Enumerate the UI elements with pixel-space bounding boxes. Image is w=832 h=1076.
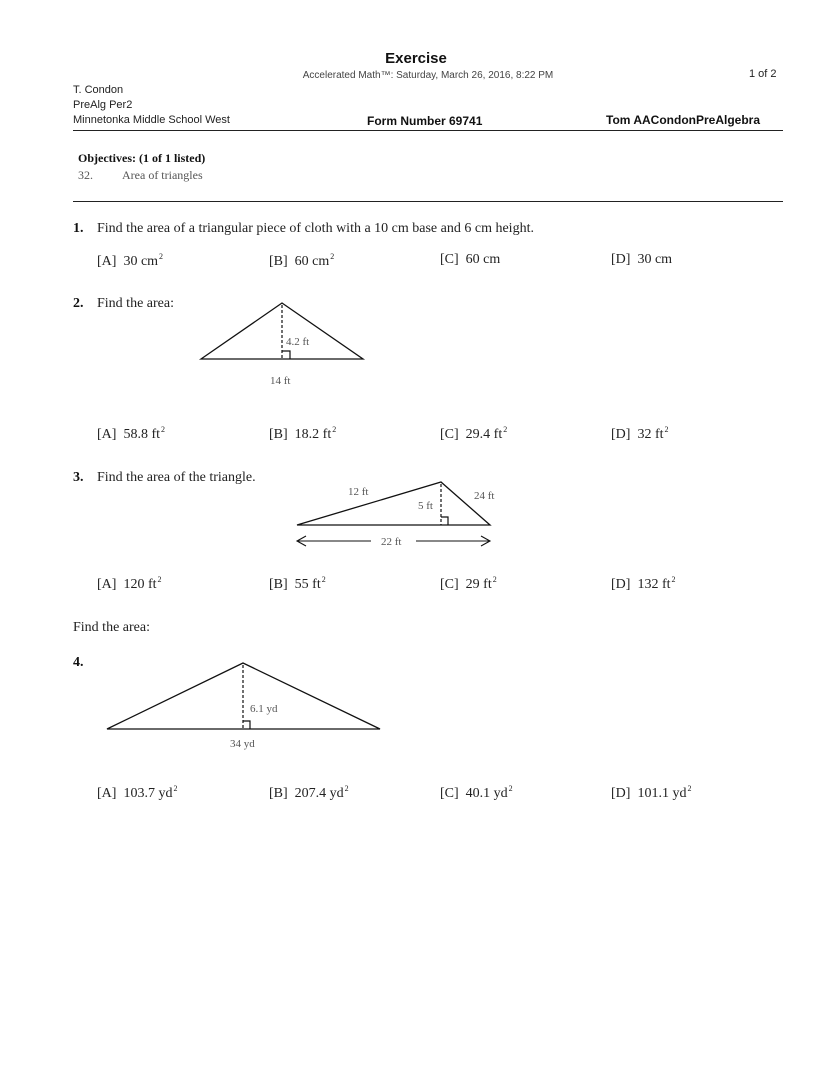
q2-choice-d[interactable]: [D] 32 $ft^2$ [611,425,669,442]
q4-choice-b[interactable]: [B] 207.4 $yd^2$ [269,784,349,801]
q4-right-angle-mark [243,721,250,729]
form-number: Form Number 69741 [367,114,483,128]
question-2-number: 2. [73,296,84,311]
page-title: Exercise [385,50,447,67]
q3-right-side-label: 24 ft [474,490,495,502]
q4-choice-a[interactable]: [A] 103.7 $yd^2$ [97,784,178,801]
q2-height-label: 4.2 ft [286,336,310,348]
student-name: Tom AACondonPreAlgebra [606,113,761,127]
objectives-title: Objectives: (1 of 1 listed) [78,151,206,165]
page-number: 1 of 2 [749,68,777,80]
q2-base-label: 14 ft [270,375,291,387]
q3-left-side-label: 12 ft [348,486,369,498]
q3-choice-d[interactable]: [D] 132 $ft^2$ [611,575,676,592]
q4-choice-c[interactable]: [C] 40.1 $yd^2$ [440,784,513,801]
question-2-text: Find the area: [97,296,174,311]
question-4-intro: Find the area: [73,620,150,635]
q2-choice-c[interactable]: [C] 29.4 $ft^2$ [440,425,508,442]
question-1-text: Find the area of a triangular piece of cloth with a 10 cm base and 6 cm height. [97,221,534,236]
q1-choice-c[interactable]: [C] 60 cm [440,252,501,267]
question-3-number: 3. [73,470,84,485]
teacher-name: T. Condon [73,84,124,96]
q1-choice-d[interactable]: [D] 30 cm [611,252,673,267]
question-1-number: 1. [73,221,84,236]
objective-text: Area of triangles [122,168,203,182]
objective-number: 32. [78,168,93,182]
school-name: Minnetonka Middle School West [73,114,230,126]
q4-choice-d[interactable]: [D] 101.1 $yd^2$ [611,784,692,801]
q4-base-label: 34 yd [230,738,255,750]
q1-choice-a[interactable]: [A] 30 $cm^2$ [97,252,164,269]
q3-choice-b[interactable]: [B] 55 $ft^2$ [269,575,326,592]
q3-choice-a[interactable]: [A] 120 $ft^2$ [97,575,162,592]
q3-base-label: 22 ft [381,536,402,548]
page-subtitle: Accelerated Math™: Saturday, March 26, 2016, 8:22 PM [302,70,554,81]
q1-choice-b[interactable]: [B] 60 $cm^2$ [269,252,335,269]
class-name: PreAlg Per2 [73,99,133,111]
q3-height-label: 5 ft [418,500,433,512]
question-3-text: Find the area of the triangle. [97,470,256,485]
q4-height-label: 6.1 yd [250,703,278,715]
q2-choice-a[interactable]: [A] 58.8 $ft^2$ [97,425,165,442]
q2-choice-b[interactable]: [B] 18.2 $ft^2$ [269,425,337,442]
q3-choice-c[interactable]: [C] 29 $ft^2$ [440,575,497,592]
question-4-number: 4. [73,655,84,670]
